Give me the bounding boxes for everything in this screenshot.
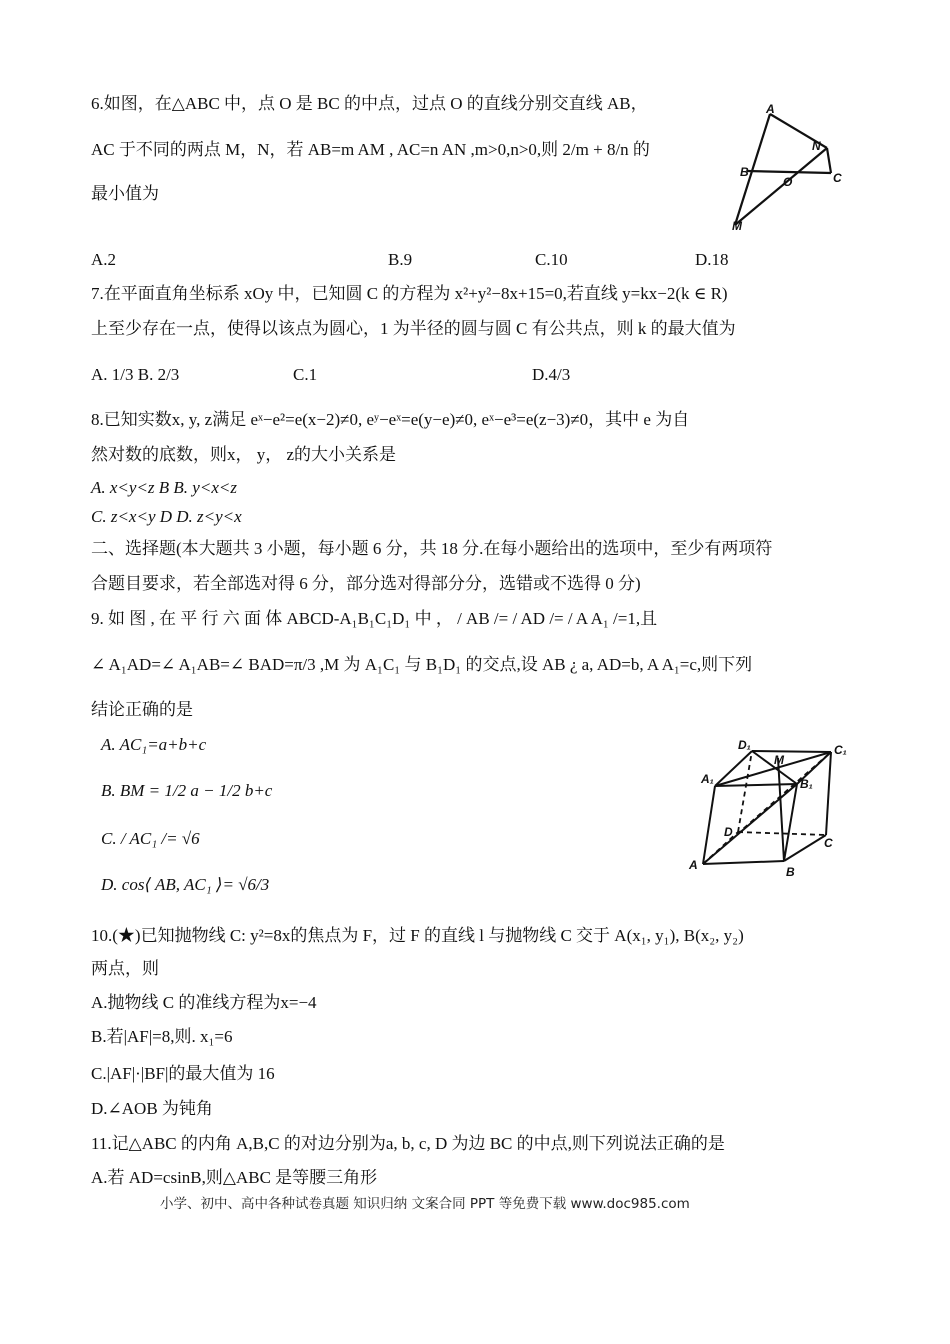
q10-option-b: B.若|AF|=8,则. x₁=6 xyxy=(91,1027,233,1046)
q10-line2: 两点，则 xyxy=(91,959,159,978)
q6-option-c: C.10 xyxy=(535,250,568,269)
q7-option-d: D.4/3 xyxy=(532,365,571,384)
q11-option-a: A.若 AD=csinB,则△ABC 是等腰三角形 xyxy=(91,1168,378,1187)
q7-line1: 7.在平面直角坐标系 xOy 中，已知圆 C 的方程为 x²+y²−8x+15=0,若直线 y=kx−2(k ∈ R) xyxy=(91,284,728,303)
fig6-label-m: M xyxy=(732,219,742,233)
q10-option-a: A.抛物线 C 的准线方程为x=−4 xyxy=(91,993,317,1012)
q6-option-b: B.9 xyxy=(388,250,413,269)
q6-option-d: D.18 xyxy=(695,250,729,269)
q9-option-a: A. AC₁=a+b+c xyxy=(101,735,207,754)
q10-option-c: C.|AF|·|BF|的最大值为 16 xyxy=(91,1064,275,1083)
fig9-label-b1: B₁ xyxy=(800,777,813,791)
section2-line1: 二、选择题(本大题共 3 小题，每小题 6 分，共 18 分.在每小题给出的选项中，至少有两项符 xyxy=(91,539,773,558)
fig9-label-m: M xyxy=(774,753,784,767)
triangle-figure xyxy=(726,100,856,235)
q6-line1: 6.如图，在△ABC 中，点 O 是 BC 的中点，过点 O 的直线分别交直线 AB， xyxy=(91,94,648,113)
q7-line2: 上至少存在一点，使得以该点为圆心，1 为半径的圆与圆 C 有公共点，则 k 的最大值为 xyxy=(91,319,736,338)
q9-option-d: D. cos⟨ AB, AC₁ ⟩= √6/3 xyxy=(101,875,270,894)
fig6-label-b: B xyxy=(740,165,749,179)
fig6-label-c: C xyxy=(833,171,842,185)
q6-line2: AC 于不同的两点 M，N，若 AB=m AM , AC=n AN ,m>0,n>0,则 2/m + 8/n 的 xyxy=(91,140,650,159)
page-footer: 小学、初中、高中各种试卷真题 知识归纳 文案合同 PPT 等免费下载 www.doc985.com xyxy=(160,1196,690,1212)
q7-option-c: C.1 xyxy=(293,365,318,384)
fig6-label-a: A xyxy=(766,102,775,116)
fig9-label-a: A xyxy=(689,858,698,872)
q7-option-ab: A. 1/3 B. 2/3 xyxy=(91,365,180,384)
fig6-label-n: N xyxy=(812,139,821,153)
q10-option-d: D.∠AOB 为钝角 xyxy=(91,1099,213,1118)
q9-line1: 9. 如 图 , 在 平 行 六 面 体 ABCD-A₁B₁C₁D₁ 中 ， / AB /= / AD /= / A A₁ /=1,且 xyxy=(91,609,658,628)
fig9-label-b: B xyxy=(786,865,795,879)
fig9-label-d1: D₁ xyxy=(738,738,751,752)
q8-line1: 8.已知实数x, y, z满足 eˣ−e²=e(x−2)≠0, eʸ−eˣ=e(y−e)≠0, eˣ−e³=e(z−3)≠0，其中 e 为自 xyxy=(91,410,690,429)
fig9-label-c1: C₁ xyxy=(834,743,847,757)
fig6-label-o: O xyxy=(783,175,793,189)
fig9-label-d: D xyxy=(724,825,733,839)
fig9-label-a1: A₁ xyxy=(701,772,714,786)
q9-option-c: C. / AC₁ /= √6 xyxy=(101,829,200,848)
q11-line1: 11.记△ABC 的内角 A,B,C 的对边分别为a, b, c, D 为边 BC 的中点,则下列说法正确的是 xyxy=(91,1134,725,1153)
q6-line3: 最小值为 xyxy=(91,184,159,203)
q9-option-b: B. BM = 1/2 a − 1/2 b+c xyxy=(101,781,273,800)
q9-line2: ∠ A₁AD=∠ A₁AB=∠ BAD=π/3 ,M 为 A₁C₁ 与 B₁D₁ 的交点,设 AB ¿ a, AD=b, A A₁=c,则下列 xyxy=(91,655,753,674)
q8-line2: 然对数的底数，则x， y， z的大小关系是 xyxy=(91,445,397,464)
fig9-label-c: C xyxy=(824,836,833,850)
q8-option-cd: C. z<x<y D D. z<y<x xyxy=(91,507,242,526)
q6-option-a: A.2 xyxy=(91,250,117,269)
parallelepiped-figure xyxy=(686,736,861,881)
section2-line2: 合题目要求，若全部选对得 6 分，部分选对得部分分，选错或不选得 0 分) xyxy=(91,574,641,593)
q9-line3: 结论正确的是 xyxy=(91,700,193,719)
q10-line1: 10.(★)已知抛物线 C: y²=8x的焦点为 F，过 F 的直线 l 与抛物线 C 交于 A(x₁, y₁), B(x₂, y₂) xyxy=(91,926,744,945)
q8-option-ab: A. x<y<z B B. y<x<z xyxy=(91,478,237,497)
